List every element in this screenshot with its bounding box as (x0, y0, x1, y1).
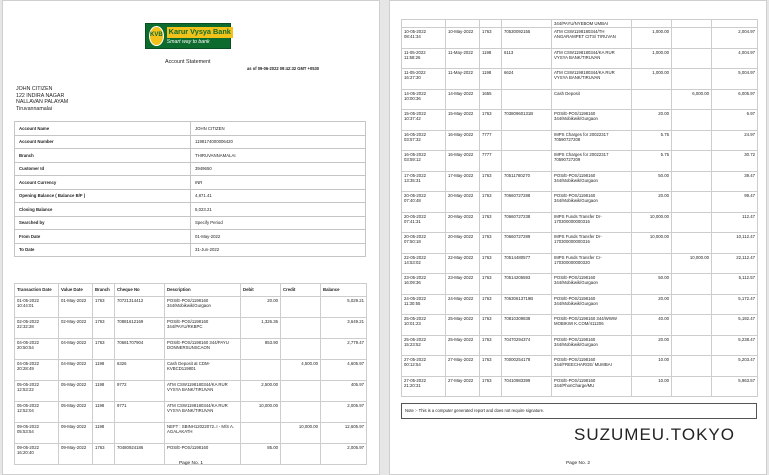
bank-logo (145, 23, 231, 49)
table-row (402, 335, 758, 356)
value-date-cell: 15-May-2022 (446, 110, 480, 131)
value-date-cell: 05-May-2022 (59, 402, 93, 423)
summary-label: Opening Balance ( Balance B/F ) (15, 189, 191, 203)
cheque-cell: 70660727288 (502, 192, 552, 213)
table-row (15, 402, 367, 423)
txn-date-cell: 01-05-2022 10:44:01 (15, 297, 59, 318)
table-row (402, 28, 758, 49)
txn-date-cell: 23-05-2022 16:09:36 (402, 274, 446, 295)
table-row (402, 110, 758, 131)
branch-cell: 1763 (480, 356, 502, 377)
balance-cell: 112.47 (712, 212, 758, 233)
balance-cell: 5,203.47 (712, 356, 758, 377)
bank-emblem-icon: KVB (149, 26, 164, 46)
table-row (15, 381, 367, 402)
value-date-cell: 01-May-2022 (59, 297, 93, 318)
description-cell: IMPS Funds Transfer Dr-170300000000316 (552, 212, 632, 233)
txn-date-cell: 11-05-2022 11:58:26 (402, 48, 446, 69)
statement-page-2 (389, 0, 767, 475)
summary-row (15, 216, 366, 230)
table-row (402, 294, 758, 315)
table-row (402, 192, 758, 213)
txn-date-cell: 05-05-2022 12:52:04 (15, 402, 59, 423)
branch-cell: 1763 (480, 253, 502, 274)
balance-cell: 2,004.97 (712, 28, 758, 49)
debit-cell: 50.00 (632, 171, 672, 192)
cheque-cell: 70660727238 (502, 212, 552, 233)
debit-cell: 40.00 (632, 315, 672, 336)
table-row (402, 315, 758, 336)
credit-cell (672, 192, 712, 213)
branch-cell: 1763 (480, 28, 502, 49)
description-cell: POS/E-POS/1198160 344/FREECHARGE/ MUMBAI (552, 356, 632, 377)
balance-cell: 4,605.97 (321, 360, 367, 381)
table-row (402, 69, 758, 90)
debit-cell: 20.00 (632, 192, 672, 213)
cheque-cell (502, 130, 552, 151)
balance-cell: 39.47 (712, 171, 758, 192)
description-cell: NEFT : SBINH12022072..I - M/S A. AGALAKATH (165, 423, 241, 444)
debit-cell: 85.00 (241, 444, 281, 465)
table-row (402, 356, 758, 377)
description-cell: ATM CSW1198180344/KA RUR VYSYA BANK/TIRUVAN (552, 48, 632, 69)
debit-cell (632, 253, 672, 274)
credit-cell (672, 110, 712, 131)
txn-date-cell: 27-05-2022 21:20:31 (402, 376, 446, 397)
summary-row (15, 230, 366, 244)
balance-cell: 6,005.97 (712, 89, 758, 110)
branch-cell: 1763 (480, 110, 502, 131)
description-cell: ATM CSW1198180344/KA RUR VYSYA BANK/TIRUVAN (552, 69, 632, 90)
txn-date-cell: 14-05-2022 10:00:36 (402, 89, 446, 110)
address-line: Tiruvannamalai (16, 105, 53, 112)
summary-row (15, 122, 366, 136)
description-cell: Cash Deposit at CDM-KVBCD119801 (165, 360, 241, 381)
table-row (402, 274, 758, 295)
summary-row (15, 243, 366, 257)
value-date-cell: 17-May-2022 (446, 171, 480, 192)
branch-cell: 1763 (93, 339, 115, 360)
description-cell: IMPS Charges for 20022317 70590727208 (552, 130, 632, 151)
balance-cell: 5,238.47 (712, 335, 758, 356)
value-date-cell: 02-May-2022 (59, 318, 93, 339)
debit-cell: 50.00 (632, 274, 672, 295)
credit-cell (281, 318, 321, 339)
value-date-cell: 25-May-2022 (446, 315, 480, 336)
branch-cell: 1763 (480, 274, 502, 295)
table-row (402, 89, 758, 110)
debit-cell (632, 89, 672, 110)
transactions-table-page-2 (401, 19, 758, 397)
transactions-table-page-1 (14, 283, 367, 465)
branch-cell: 1763 (480, 335, 502, 356)
table-row (402, 151, 758, 172)
description-cell: ATM CSW1198180344/KA RUR VYSYA BANK/TIRUVAN (165, 402, 241, 423)
description-cell: POS/E-POS/1198160 (165, 444, 241, 465)
cheque-cell: 70480924186 (115, 444, 165, 465)
description-cell: POS/E-POS/1198160 344/Mobikwik/Gurgaon (552, 110, 632, 131)
txn-date-cell: 11-05-2022 16:27:30 (402, 69, 446, 90)
credit-cell (672, 212, 712, 233)
cheque-cell: 70514480577 (502, 253, 552, 274)
table-row (15, 297, 367, 318)
credit-cell (672, 294, 712, 315)
table-row (402, 253, 758, 274)
branch-cell: 1198 (93, 402, 115, 423)
bank-name: Karur Vysya Bank (168, 27, 231, 36)
debit-cell: 10,000.00 (632, 212, 672, 233)
summary-row (15, 135, 366, 149)
table-row-continuation (402, 20, 758, 28)
description-cell: IMPS Charges for 20022317 70590727209 (552, 151, 632, 172)
balance-cell: 2,005.97 (321, 402, 367, 423)
debit-cell: 2,500.00 (241, 381, 281, 402)
cheque-cell: 6624 (502, 69, 552, 90)
debit-cell: 5.75 (632, 151, 672, 172)
summary-label: To Date (15, 243, 191, 257)
txn-date-cell: 04-05-2022 20:28:49 (15, 360, 59, 381)
address-line: 122 INDIRA NAGAR (16, 92, 65, 99)
summary-label: Customer Id (15, 162, 191, 176)
summary-label: Searched by (15, 216, 191, 230)
summary-value: INR (191, 176, 366, 190)
account-summary-table (14, 121, 366, 257)
branch-cell: 1763 (480, 376, 502, 397)
debit-cell: 1,000.00 (632, 48, 672, 69)
credit-cell (672, 48, 712, 69)
credit-cell (281, 339, 321, 360)
description-cell: IMPS Funds Transfer Dr-170300000000316 (552, 233, 632, 254)
credit-cell (672, 274, 712, 295)
description-cell: POS/E-POS/1198160 344/Mobikwik/Gurgaon (552, 171, 632, 192)
balance-cell: 5,172.47 (712, 294, 758, 315)
balance-cell: 5,004.97 (712, 69, 758, 90)
debit-cell (241, 360, 281, 381)
debit-cell: 1,000.00 (632, 28, 672, 49)
balance-cell: 24.97 (712, 130, 758, 151)
column-header: Description (165, 284, 241, 297)
txn-date-cell: 17-05-2022 13:35:31 (402, 171, 446, 192)
bank-tagline: Smart way to bank (166, 38, 210, 45)
cheque-cell: 6326 (115, 360, 165, 381)
credit-cell (672, 376, 712, 397)
txn-date-cell: 09-05-2022 05:53:54 (15, 423, 59, 444)
table-row (15, 360, 367, 381)
summary-value: JOHN CITIZEN (191, 122, 366, 136)
statement-page-1 (2, 0, 380, 475)
column-header: Value Date (59, 284, 93, 297)
description-cell: POS/E-POS/1198160 344/PhonCharge/MU (552, 376, 632, 397)
credit-cell (672, 69, 712, 90)
description-cell: POS/E-POS/1198160 344/Mobikwik/Gurgaon (552, 335, 632, 356)
debit-cell: 1,326.36 (241, 318, 281, 339)
description-cell: POS/E-POS/1198160 344/WWW MOBIKWI K.COM/411206 (552, 315, 632, 336)
credit-cell (281, 297, 321, 318)
summary-value: Specify Period (191, 216, 366, 230)
branch-cell: 7777 (480, 151, 502, 172)
branch-cell: 1763 (93, 297, 115, 318)
table-header-row (15, 284, 367, 297)
cheque-cell: 70681707904 (115, 339, 165, 360)
txn-date-cell: 20-05-2022 07:40:48 (402, 192, 446, 213)
value-date-cell: 05-May-2022 (59, 381, 93, 402)
credit-cell (672, 315, 712, 336)
column-header: Balance (321, 284, 367, 297)
column-header: Branch (93, 284, 115, 297)
branch-cell: 1198 (93, 423, 115, 444)
description-cell: POS/E-POS/1198160 344/PAYU/RKBPC (165, 318, 241, 339)
description-cell: POS/E-POS/1198160 344/Mobikwik/Gurgaon (552, 294, 632, 315)
debit-cell: 10.00 (632, 356, 672, 377)
cheque-cell: 70721314412 (115, 297, 165, 318)
balance-cell: 405.97 (321, 381, 367, 402)
summary-value: 1198174000006420 (191, 135, 366, 149)
table-row (402, 212, 758, 233)
credit-cell (672, 171, 712, 192)
summary-label: Account Name (15, 122, 191, 136)
branch-cell: 1763 (93, 444, 115, 465)
credit-cell: 10,000.00 (672, 253, 712, 274)
credit-cell (672, 151, 712, 172)
credit-cell (672, 356, 712, 377)
cheque-cell: 70530092155 (502, 28, 552, 49)
debit-cell: 10.00 (632, 376, 672, 397)
value-date-cell: 04-May-2022 (59, 360, 93, 381)
cheque-cell: 70470294374 (502, 335, 552, 356)
column-header: Cheque No (115, 284, 165, 297)
cheque-cell: 70511780270 (502, 171, 552, 192)
value-date-cell: 16-May-2022 (446, 130, 480, 151)
credit-cell: 10,000.00 (281, 423, 321, 444)
summary-label: Account Currency (15, 176, 191, 190)
debit-cell: 1,000.00 (632, 69, 672, 90)
credit-cell (672, 233, 712, 254)
description-cell: POS/E-POS/1198160 344/Mobikwik/Gurgaon (165, 297, 241, 318)
value-date-cell: 11-May-2022 (446, 48, 480, 69)
debit-cell: 20.00 (241, 297, 281, 318)
statement-note: Note :- This is a computer generated report and does not require signature. (401, 403, 757, 419)
cheque-cell (502, 151, 552, 172)
summary-row (15, 149, 366, 163)
table-row (15, 423, 367, 444)
balance-cell: 30.72 (712, 151, 758, 172)
txn-date-cell: 22-05-2022 14:53:02 (402, 253, 446, 274)
value-date-cell: 09-May-2022 (59, 444, 93, 465)
debit-cell: 20.00 (632, 110, 672, 131)
address-line: NALLAVAN PALAYAM (16, 99, 69, 106)
branch-cell: 1763 (480, 233, 502, 254)
description-cell: Cash Deposit (552, 89, 632, 110)
debit-cell: 5.75 (632, 130, 672, 151)
value-date-cell: 27-May-2022 (446, 376, 480, 397)
value-date-cell: 20-May-2022 (446, 192, 480, 213)
branch-cell: 1763 (480, 171, 502, 192)
summary-label: Branch (15, 149, 191, 163)
value-date-cell: 24-May-2022 (446, 294, 480, 315)
column-header: Credit (281, 284, 321, 297)
table-row (402, 171, 758, 192)
summary-row (15, 176, 366, 190)
txn-date-cell: 20-05-2022 07:41:31 (402, 212, 446, 233)
cheque-cell: 70000254178 (502, 356, 552, 377)
balance-cell: 5,112.57 (712, 274, 758, 295)
balance-cell: 10,112.47 (712, 233, 758, 254)
credit-cell (281, 381, 321, 402)
table-row (402, 48, 758, 69)
branch-cell: 1763 (480, 192, 502, 213)
debit-cell: 853.90 (241, 339, 281, 360)
description-cell: POS/E-POS/1198160 344/Mobikwik/Gurgaon (552, 274, 632, 295)
value-date-cell: 10-May-2022 (446, 28, 480, 49)
summary-value: THIRUVANNAMALAI (191, 149, 366, 163)
cheque-cell: 70660727289 (502, 233, 552, 254)
customer-address (16, 86, 68, 112)
description-cell: IMPS Funds Transfer Cr-170300000000320 (552, 253, 632, 274)
txn-date-cell: 25-05-2022 15:23:52 (402, 335, 446, 356)
txn-date-cell: 16-05-2022 03:59:12 (402, 151, 446, 172)
credit-cell (672, 130, 712, 151)
cheque-cell: 9772 (115, 381, 165, 402)
debit-cell: 10,000.00 (632, 233, 672, 254)
debit-cell: 20.00 (632, 294, 672, 315)
column-header: Transaction Date (15, 284, 59, 297)
statement-title: Account Statement (165, 59, 211, 65)
branch-cell: 1655 (480, 89, 502, 110)
credit-cell (281, 402, 321, 423)
description-cell: POS/E-POS/1198160 344/Mobikwik/Gurgaon (552, 192, 632, 213)
summary-row (15, 162, 366, 176)
cheque-cell (502, 89, 552, 110)
txn-date-cell: 24-05-2022 11:30:55 (402, 294, 446, 315)
balance-cell: 4,004.97 (712, 48, 758, 69)
branch-cell: 1763 (480, 294, 502, 315)
table-row (402, 233, 758, 254)
txn-date-cell: 05-05-2022 12:53:22 (15, 381, 59, 402)
watermark-text: SUZUMEU.TOKYO (574, 425, 735, 444)
summary-value: 31-Jun-2022 (191, 243, 366, 257)
balance-cell: 99.47 (712, 192, 758, 213)
txn-date-cell: 25-05-2022 10:01:23 (402, 315, 446, 336)
value-date-cell: 09-May-2022 (59, 423, 93, 444)
txn-date-cell: 10-05-2022 08:41:34 (402, 28, 446, 49)
description-cell: ATM CSW1198180344/TH ANGARAMPET CITS/ TIRUVAN (552, 28, 632, 49)
branch-cell: 1763 (480, 212, 502, 233)
branch-cell: 1198 (93, 360, 115, 381)
value-date-cell: 23-May-2022 (446, 274, 480, 295)
branch-cell: 1198 (480, 69, 502, 90)
debit-cell (241, 423, 281, 444)
txn-date-cell: 15-05-2022 10:37:42 (402, 110, 446, 131)
page-number: Page No. 2 (565, 461, 590, 467)
table-row (15, 339, 367, 360)
value-date-cell: 22-May-2022 (446, 253, 480, 274)
cheque-cell: 6113 (502, 48, 552, 69)
description-cell: 344/PAYU/NYEBOM UMBAI (552, 20, 632, 28)
balance-cell: 2,779.47 (321, 339, 367, 360)
summary-row (15, 189, 366, 203)
credit-cell: 4,500.00 (281, 360, 321, 381)
address-line: JOHN CITIZEN (16, 86, 53, 92)
balance-cell: 5,029.21 (321, 297, 367, 318)
summary-value: 5,023.21 (191, 203, 366, 217)
branch-cell: 1198 (93, 381, 115, 402)
description-cell: POS/E-POS/1198160 344/PAYU DONNERSUNSCAON (165, 339, 241, 360)
cheque-cell: 70514205593 (502, 274, 552, 295)
value-date-cell: 14-May-2022 (446, 89, 480, 110)
txn-date-cell: 04-05-2022 20:50:54 (15, 339, 59, 360)
column-header: Debit (241, 284, 281, 297)
value-date-cell: 25-May-2022 (446, 335, 480, 356)
txn-date-cell: 27-05-2022 00:12:54 (402, 356, 446, 377)
cheque-cell: 70881612169 (115, 318, 165, 339)
value-date-cell: 20-May-2022 (446, 233, 480, 254)
txn-date-cell: 16-05-2022 03:57:32 (402, 130, 446, 151)
cheque-cell (115, 423, 165, 444)
txn-date-cell: 09-05-2022 16:20:40 (15, 444, 59, 465)
summary-label: Account Number (15, 135, 191, 149)
debit-cell: 10,000.00 (241, 402, 281, 423)
balance-cell: 3,649.21 (321, 318, 367, 339)
branch-cell: 7777 (480, 130, 502, 151)
generated-timestamp: as of 09-06-2022 09:42:32 GMT +0530 (247, 66, 320, 71)
value-date-cell: 04-May-2022 (59, 339, 93, 360)
txn-date-cell: 02-05-2022 22:32:28 (15, 318, 59, 339)
cheque-cell: 70380960131B (502, 110, 552, 131)
cheque-cell: 9771 (115, 402, 165, 423)
summary-label: From Date (15, 230, 191, 244)
summary-value: 3949650 (191, 162, 366, 176)
debit-cell: 20.00 (632, 335, 672, 356)
cheque-cell: 70810309838 (502, 315, 552, 336)
branch-cell: 1198 (480, 48, 502, 69)
value-date-cell: 20-May-2022 (446, 212, 480, 233)
table-row (15, 318, 367, 339)
summary-value: 4,871.41 (191, 189, 366, 203)
balance-cell: 5,192.47 (712, 315, 758, 336)
balance-cell: 12,605.97 (321, 423, 367, 444)
description-cell: ATM CSW1198180344/KA RUR VYSYA BANK/TIRUVAN (165, 381, 241, 402)
value-date-cell: 27-May-2022 (446, 356, 480, 377)
balance-cell: 6.97 (712, 110, 758, 131)
value-date-cell: 11-May-2022 (446, 69, 480, 90)
page-number: Page No. 1 (178, 461, 203, 467)
table-row (402, 130, 758, 151)
summary-label: Closing Balance (15, 203, 191, 217)
txn-date-cell: 20-05-2022 07:50:18 (402, 233, 446, 254)
credit-cell (672, 28, 712, 49)
branch-cell: 1763 (93, 318, 115, 339)
credit-cell: 6,000.00 (672, 89, 712, 110)
cheque-cell: 70410983399 (502, 376, 552, 397)
table-row (402, 376, 758, 397)
balance-cell: 2,005.97 (321, 444, 367, 465)
credit-cell (672, 335, 712, 356)
branch-cell: 1763 (480, 315, 502, 336)
balance-cell: 22,112.47 (712, 253, 758, 274)
balance-cell: 5,963.57 (712, 376, 758, 397)
value-date-cell: 16-May-2022 (446, 151, 480, 172)
cheque-cell: 70630613719B (502, 294, 552, 315)
summary-value: 01-May-2022 (191, 230, 366, 244)
summary-row (15, 203, 366, 217)
